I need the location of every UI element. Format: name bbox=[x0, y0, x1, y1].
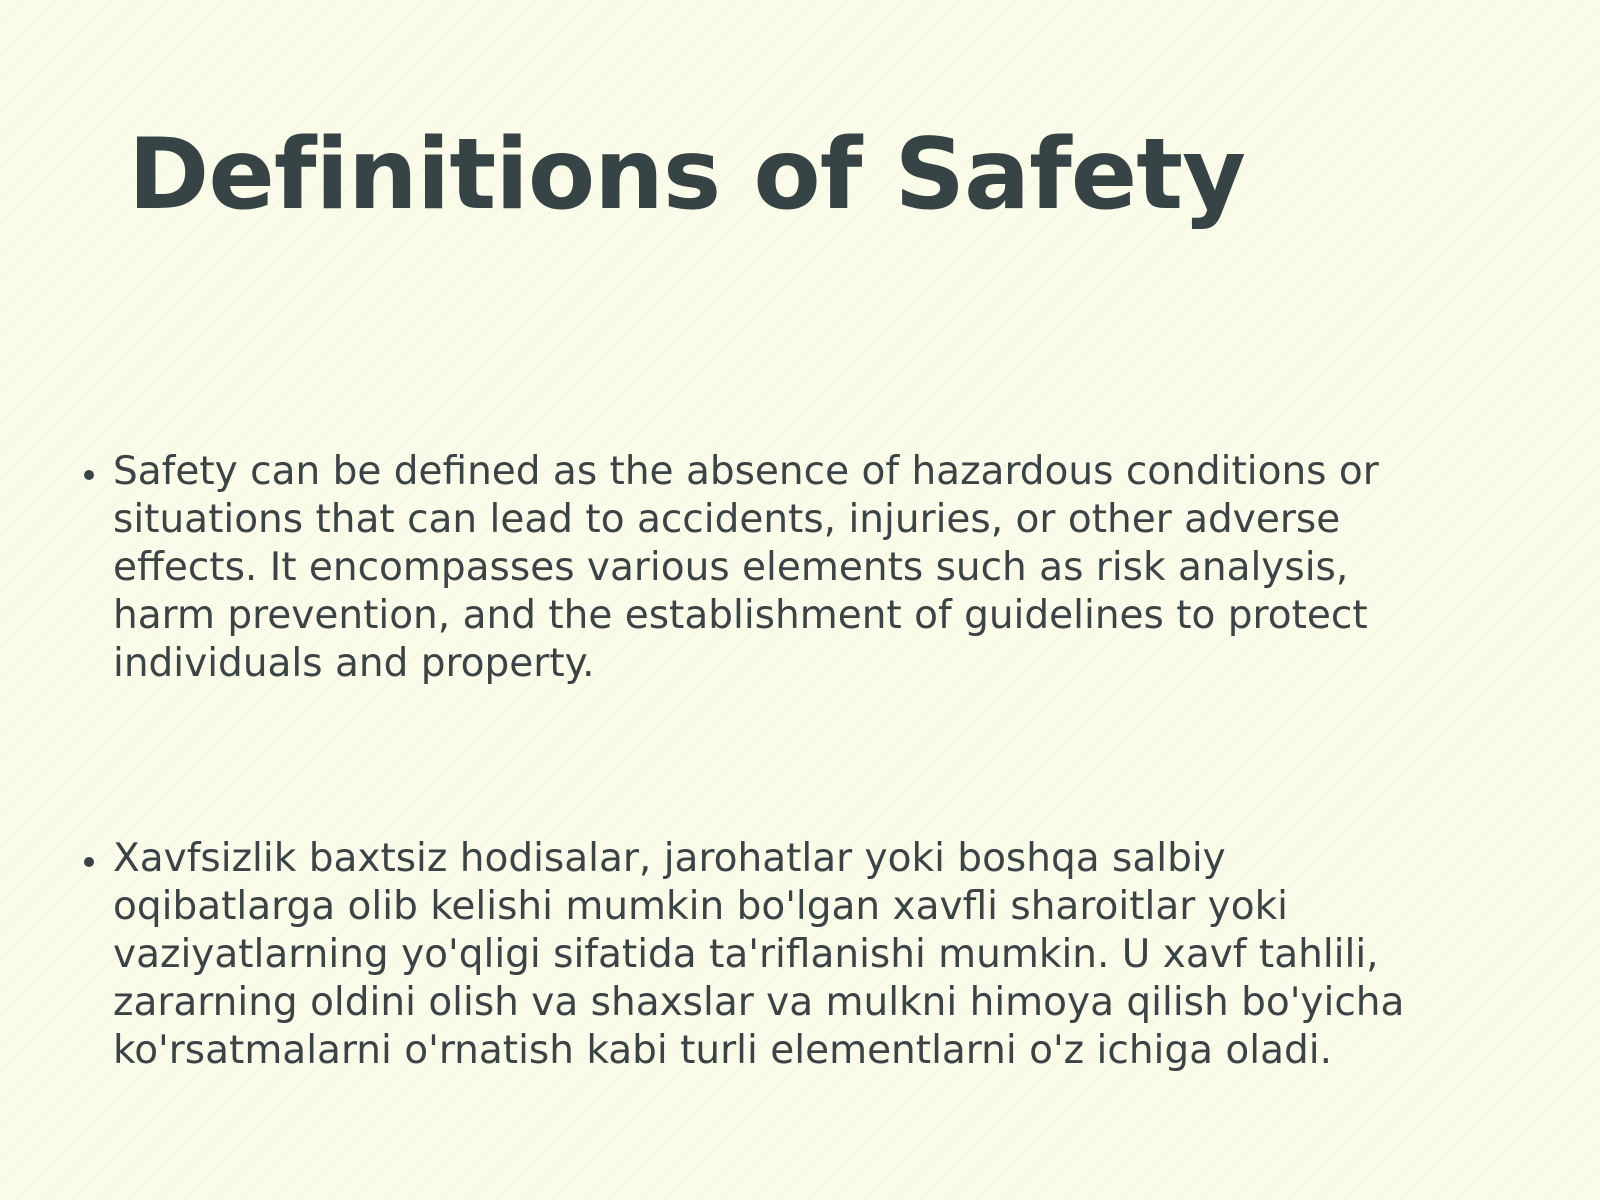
bullet-item-uzbek bbox=[80, 835, 1460, 1075]
bullet-list bbox=[80, 448, 1460, 1075]
bullet-dot-icon bbox=[84, 470, 94, 480]
bullet-item-english bbox=[80, 448, 1460, 688]
slide-title: Definitions of Safety bbox=[128, 118, 1246, 232]
bullet-text: Safety can be defined as the absence of hazardous conditions or situations that can lead to accidents, injuries, or other adverse effects. It encompasses various elements such as risk analysis, harm prevention, and the establishment of guidelines to protect individuals and property. bbox=[113, 449, 1379, 686]
bullet-text: Xavfsizlik baxtsiz hodisalar, jarohatlar yoki boshqa salbiy oqibatlarga olib kelishi mumkin bo'lgan xavfli sharoitlar yoki vaziyatlarning yo'qligi sifatida ta'riflanishi mumkin. U xavf tahlili, zararning oldini olish va shaxslar va mulkni himoya qilish bo'yicha ko'rsatmalarni o'rnatish kabi turli elementlarni o'z ichiga oladi. bbox=[113, 836, 1405, 1073]
bullet-dot-icon bbox=[84, 857, 94, 867]
